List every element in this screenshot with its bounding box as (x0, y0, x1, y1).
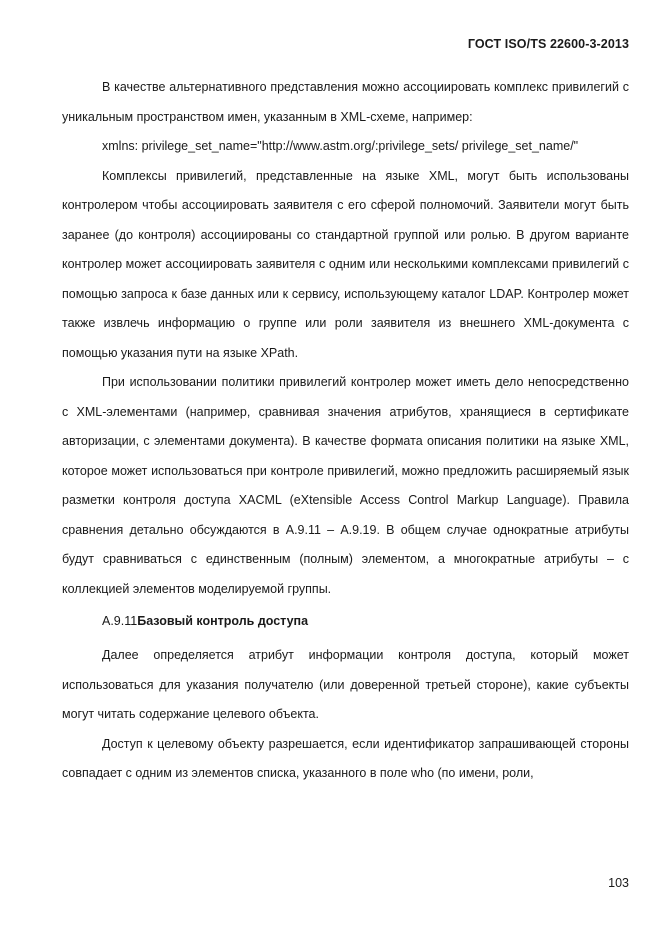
section-heading (62, 608, 629, 635)
paragraph-namespace-intro: В качестве альтернативного представления можно ассоциировать комплекс привилегий с уникальным пространством имен, указанным в XML-схеме, например: (62, 80, 629, 124)
section-title: Базовый контроль доступа (137, 614, 309, 628)
paragraph-access-attribute: Далее определяется атрибут информации контроля доступа, который может использоваться для указания получателю (или доверенной третьей стороне), какие субъекты могут читать содержание целевого объекта. (62, 648, 629, 721)
xmlns-example: xmlns: privilege_set_name="http://www.astm.org/:privilege_sets/ privilege_set_name/" (102, 139, 579, 153)
document-header: ГОСТ ISO/TS 22600-3-2013 (467, 37, 629, 51)
paragraph-privilege-sets: Комплексы привилегий, представленные на языке XML, могут быть использованы контролером чтобы ассоциировать заявителя с его сферой полномочий. Заявители могут быть заранее (до контроля) ассоциированы со стандартной группой или ролью. В другом варианте контролер может ассоциировать заявителя с одним или несколькими комплексами привилегий с помощью запроса к базе данных или к сервису, использующему каталог LDAP. Контролер может также извлечь информацию о группе или роли заявителя из внешнего XML-документа с помощью указания пути на языке XPath. (62, 168, 629, 360)
section-number: А.9.11 (102, 614, 138, 628)
paragraph-access-granted: Доступ к целевому объекту разрешается, если идентификатор запрашивающей стороны совпадает с одним из элементов списка, указанного в поле who (по имени, роли, (62, 736, 629, 780)
document-body (62, 73, 629, 789)
page-number: 103 (608, 876, 629, 890)
paragraph-privilege-policy: При использовании политики привилегий контролер может иметь дело непосредственно с XML-элементами (например, сравнивая значения атрибутов, хранящиеся в сертификате авторизации, с элементами документа). В качестве формата описания политики на языке XML, которое может использоваться при контроле привилегий, можно предложить расширяемый язык разметки контроля доступа XACML (eXtensible Access Control Markup Language). Правила сравнения детально обсуждаются в А.9.11 – А.9.19. В общем случае однократные атрибуты будут сравниваться с единственным (полным) элементом, а многократные атрибуты – с коллекцией элементов моделируемой группы. (62, 375, 629, 596)
